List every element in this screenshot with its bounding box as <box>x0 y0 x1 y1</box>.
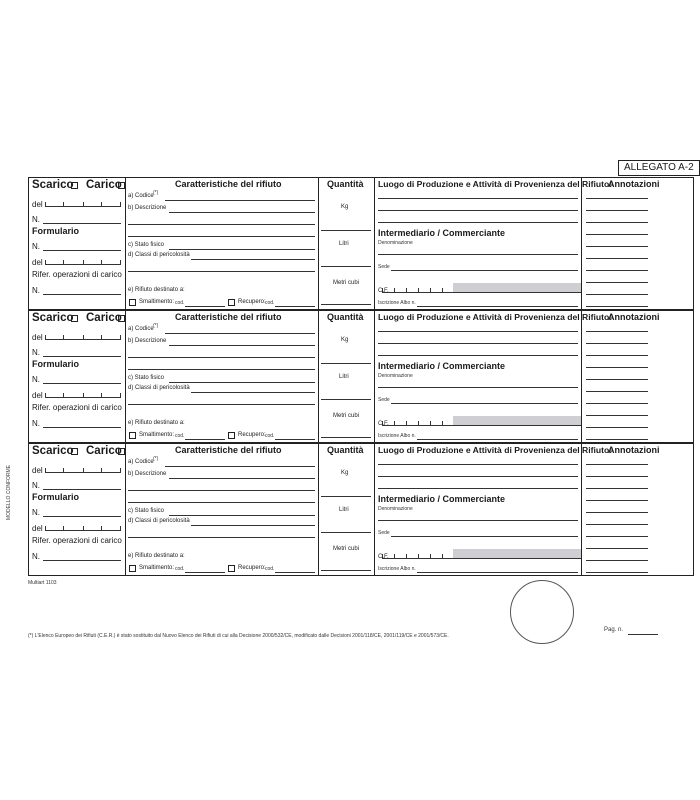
metri-cubi-field[interactable] <box>321 304 371 305</box>
annotazioni-line[interactable] <box>586 560 648 561</box>
side-label: MODELLO CONFORME <box>6 464 12 520</box>
luogo-field-line[interactable] <box>378 343 578 344</box>
date-field[interactable] <box>45 463 121 473</box>
formulario-number-label: N. <box>32 242 40 251</box>
kg-label: Kg <box>341 337 349 343</box>
annotazioni-line[interactable] <box>586 488 648 489</box>
rifer-number-label: N. <box>32 286 40 295</box>
formulario-heading: Formulario <box>32 359 80 369</box>
caratteristiche-heading: Caratteristiche del rifiuto <box>175 179 282 189</box>
codice-label: a) Codice <box>128 326 154 332</box>
luogo-field-line[interactable] <box>378 331 578 332</box>
scarico-label: Scarico <box>32 312 74 324</box>
sede-label: Sede <box>378 397 390 403</box>
carico-label: Carico <box>86 445 122 457</box>
caratteristiche-heading: Caratteristiche del rifiuto <box>175 312 282 322</box>
annotazioni-line[interactable] <box>586 572 648 573</box>
smaltimento-label: Smaltimento: <box>139 432 175 438</box>
classi-field-line[interactable] <box>128 271 315 272</box>
classi-field-line[interactable] <box>128 537 315 538</box>
footnote: (*) L'Elenco Europeo dei Rifiuti (C.E.R.) è stato sostituito dal Nuovo Elenco dei Rifiuti di cui alla Decisione 2000/532/CE, modificato dalle Decisioni 2001/118/CE, 2001/119/CE e 2001/573/CE. <box>28 633 449 639</box>
register-section <box>28 310 694 443</box>
denominazione-field[interactable] <box>378 254 578 255</box>
codice-label: a) Codice <box>128 193 154 199</box>
annotazioni-line[interactable] <box>586 258 648 259</box>
register-form <box>28 177 694 577</box>
formulario-number-label: N. <box>32 508 40 517</box>
scarico-checkbox[interactable] <box>71 315 78 322</box>
annotazioni-line[interactable] <box>586 246 648 247</box>
quantita-heading: Quantità <box>327 179 364 189</box>
register-section <box>28 443 694 576</box>
page-number-label: Pag. n. <box>604 627 624 633</box>
number-label: N. <box>32 215 40 224</box>
scarico-checkbox[interactable] <box>71 182 78 189</box>
annotazioni-line[interactable] <box>586 343 648 344</box>
classi-field[interactable] <box>191 525 315 526</box>
annotazioni-line[interactable] <box>586 379 648 380</box>
number-label: N. <box>32 481 40 490</box>
formulario-date-field[interactable] <box>45 255 121 265</box>
stato-fisico-field[interactable] <box>169 382 315 383</box>
rifer-label: Rifer. operazioni di carico <box>32 403 122 412</box>
metri-cubi-field[interactable] <box>321 437 371 438</box>
luogo-field-line[interactable] <box>378 355 578 356</box>
smaltimento-cod-field[interactable] <box>185 572 225 573</box>
denominazione-label: Denominazione <box>378 506 413 512</box>
annotazioni-line[interactable] <box>586 500 648 501</box>
recupero-label: Recupero: <box>238 565 266 571</box>
codice-field[interactable] <box>165 333 315 334</box>
formulario-heading: Formulario <box>32 226 80 236</box>
date-label: del <box>32 466 43 475</box>
descrizione-label: b) Descrizione <box>128 205 167 211</box>
carico-checkbox[interactable] <box>118 448 125 455</box>
classi-field-line[interactable] <box>128 404 315 405</box>
cf-label: C.F. <box>378 288 389 294</box>
scarico-checkbox[interactable] <box>71 448 78 455</box>
recupero-checkbox[interactable] <box>228 565 235 572</box>
formulario-date-field[interactable] <box>45 388 121 398</box>
rifer-number-label: N. <box>32 552 40 561</box>
sede-field[interactable] <box>391 270 578 271</box>
codice-fiscale-field[interactable] <box>382 549 581 559</box>
kg-label: Kg <box>341 470 349 476</box>
recupero-label: Recupero: <box>238 299 266 305</box>
rifer-label: Rifer. operazioni di carico <box>32 536 122 545</box>
allegato-label: ALLEGATO A-2 <box>618 160 700 176</box>
rifer-number-field[interactable] <box>43 294 121 295</box>
number-field[interactable] <box>43 489 121 490</box>
carico-checkbox[interactable] <box>118 315 125 322</box>
luogo-field-line[interactable] <box>378 464 578 465</box>
formulario-number-label: N. <box>32 375 40 384</box>
stato-fisico-label: c) Stato fisico <box>128 375 165 381</box>
annotazioni-line[interactable] <box>586 548 648 549</box>
recupero-cod-field[interactable] <box>275 572 315 573</box>
annotazioni-line[interactable] <box>586 403 648 404</box>
multiart-code: Multiart 1103 <box>28 580 57 586</box>
formulario-heading: Formulario <box>32 492 80 502</box>
smaltimento-label: Smaltimento: <box>139 565 175 571</box>
iscrizione-albo-field[interactable] <box>417 572 578 573</box>
cf-label: C.F. <box>378 421 389 427</box>
kg-field[interactable] <box>321 230 371 231</box>
descrizione-field-line[interactable] <box>128 236 315 237</box>
annotazioni-line[interactable] <box>586 476 648 477</box>
iscrizione-albo-label: Iscrizione Albo n. <box>378 300 416 306</box>
date-field[interactable] <box>45 330 121 340</box>
codice-field[interactable] <box>165 466 315 467</box>
sede-label: Sede <box>378 264 390 270</box>
annotazioni-line[interactable] <box>586 306 648 307</box>
intermediario-heading: Intermediario / Commerciante <box>378 361 506 371</box>
annotazioni-line[interactable] <box>586 270 648 271</box>
number-field[interactable] <box>43 356 121 357</box>
annotazioni-line[interactable] <box>586 536 648 537</box>
quantita-heading: Quantità <box>327 312 364 322</box>
descrizione-field-line[interactable] <box>128 502 315 503</box>
destinato-label: e) Rifiuto destinato a: <box>128 287 185 293</box>
annotazioni-line[interactable] <box>586 331 648 332</box>
formulario-number-field[interactable] <box>43 250 121 251</box>
codice-footnote-mark: (*) <box>153 456 159 462</box>
luogo-heading: Luogo di Produzione e Attività di Provenienza del Rifiuto: <box>378 445 613 455</box>
luogo-field-line[interactable] <box>378 488 578 489</box>
smaltimento-checkbox[interactable] <box>129 565 136 572</box>
smaltimento-cod-field[interactable] <box>185 439 225 440</box>
formulario-number-field[interactable] <box>43 383 121 384</box>
rifer-number-label: N. <box>32 419 40 428</box>
scarico-label: Scarico <box>32 445 74 457</box>
rifer-number-field[interactable] <box>43 560 121 561</box>
descrizione-field-line[interactable] <box>128 490 315 491</box>
date-field[interactable] <box>45 197 121 207</box>
iscrizione-albo-label: Iscrizione Albo n. <box>378 566 416 572</box>
metri-cubi-field[interactable] <box>321 570 371 571</box>
annotazioni-line[interactable] <box>586 464 648 465</box>
luogo-field-line[interactable] <box>378 210 578 211</box>
sede-label: Sede <box>378 530 390 536</box>
descrizione-field[interactable] <box>169 478 315 479</box>
kg-field[interactable] <box>321 496 371 497</box>
denominazione-label: Denominazione <box>378 240 413 246</box>
litri-field[interactable] <box>321 399 371 400</box>
annotazioni-line[interactable] <box>586 367 648 368</box>
carico-label: Carico <box>86 179 122 191</box>
recupero-checkbox[interactable] <box>228 299 235 306</box>
litri-label: Litri <box>339 241 349 247</box>
luogo-heading: Luogo di Produzione e Attività di Provenienza del Rifiuto: <box>378 179 613 189</box>
number-field[interactable] <box>43 223 121 224</box>
date-label: del <box>32 333 43 342</box>
descrizione-field[interactable] <box>169 345 315 346</box>
descrizione-field-line[interactable] <box>128 357 315 358</box>
classi-label: d) Classi di pericolosità <box>128 518 190 524</box>
intermediario-heading: Intermediario / Commerciante <box>378 228 506 238</box>
intermediario-heading: Intermediario / Commerciante <box>378 494 506 504</box>
iscrizione-albo-field[interactable] <box>417 439 578 440</box>
register-section <box>28 177 694 310</box>
recupero-cod-label: cod. <box>265 300 275 306</box>
formulario-date-field[interactable] <box>45 521 121 531</box>
metri-cubi-label: Metri cubi <box>333 280 360 286</box>
smaltimento-cod-label: cod. <box>175 433 185 439</box>
luogo-heading: Luogo di Produzione e Attività di Provenienza del Rifiuto: <box>378 312 613 322</box>
codice-fiscale-field[interactable] <box>382 416 581 426</box>
recupero-cod-label: cod. <box>265 433 275 439</box>
annotazioni-line[interactable] <box>586 512 648 513</box>
codice-field[interactable] <box>165 200 315 201</box>
classi-field[interactable] <box>191 392 315 393</box>
formulario-date-label: del <box>32 258 43 267</box>
rifer-number-field[interactable] <box>43 427 121 428</box>
annotazioni-line[interactable] <box>586 427 648 428</box>
litri-label: Litri <box>339 374 349 380</box>
descrizione-label: b) Descrizione <box>128 338 167 344</box>
stamp-circle <box>510 580 574 644</box>
classi-label: d) Classi di pericolosità <box>128 385 190 391</box>
caratteristiche-heading: Caratteristiche del rifiuto <box>175 445 282 455</box>
classi-label: d) Classi di pericolosità <box>128 252 190 258</box>
sede-field[interactable] <box>391 536 578 537</box>
metri-cubi-label: Metri cubi <box>333 413 360 419</box>
annotazioni-line[interactable] <box>586 391 648 392</box>
destinato-label: e) Rifiuto destinato a: <box>128 553 185 559</box>
formulario-date-label: del <box>32 524 43 533</box>
luogo-field-line[interactable] <box>378 222 578 223</box>
litri-label: Litri <box>339 507 349 513</box>
kg-field[interactable] <box>321 363 371 364</box>
annotazioni-line[interactable] <box>586 222 648 223</box>
descrizione-field-line[interactable] <box>128 224 315 225</box>
codice-footnote-mark: (*) <box>153 190 159 196</box>
denominazione-field[interactable] <box>378 387 578 388</box>
smaltimento-label: Smaltimento: <box>139 299 175 305</box>
luogo-field-line[interactable] <box>378 198 578 199</box>
annotazioni-heading: Annotazioni <box>608 312 660 322</box>
denominazione-field[interactable] <box>378 520 578 521</box>
smaltimento-cod-label: cod. <box>175 300 185 306</box>
annotazioni-line[interactable] <box>586 210 648 211</box>
annotazioni-line[interactable] <box>586 415 648 416</box>
formulario-number-field[interactable] <box>43 516 121 517</box>
iscrizione-albo-label: Iscrizione Albo n. <box>378 433 416 439</box>
codice-footnote-mark: (*) <box>153 323 159 329</box>
annotazioni-line[interactable] <box>586 355 648 356</box>
recupero-cod-field[interactable] <box>275 439 315 440</box>
rifer-label: Rifer. operazioni di carico <box>32 270 122 279</box>
stato-fisico-label: c) Stato fisico <box>128 508 165 514</box>
codice-label: a) Codice <box>128 459 154 465</box>
annotazioni-line[interactable] <box>586 198 648 199</box>
stato-fisico-field[interactable] <box>169 249 315 250</box>
iscrizione-albo-field[interactable] <box>417 306 578 307</box>
smaltimento-cod-field[interactable] <box>185 306 225 307</box>
annotazioni-line[interactable] <box>586 282 648 283</box>
codice-fiscale-field[interactable] <box>382 283 581 293</box>
carico-checkbox[interactable] <box>118 182 125 189</box>
descrizione-label: b) Descrizione <box>128 471 167 477</box>
annotazioni-heading: Annotazioni <box>608 445 660 455</box>
quantita-heading: Quantità <box>327 445 364 455</box>
recupero-cod-field[interactable] <box>275 306 315 307</box>
cf-label: C.F. <box>378 554 389 560</box>
destinato-label: e) Rifiuto destinato a: <box>128 420 185 426</box>
smaltimento-checkbox[interactable] <box>129 432 136 439</box>
carico-label: Carico <box>86 312 122 324</box>
annotazioni-line[interactable] <box>586 294 648 295</box>
recupero-label: Recupero: <box>238 432 266 438</box>
kg-label: Kg <box>341 204 349 210</box>
metri-cubi-label: Metri cubi <box>333 546 360 552</box>
annotazioni-heading: Annotazioni <box>608 179 660 189</box>
luogo-field-line[interactable] <box>378 476 578 477</box>
annotazioni-line[interactable] <box>586 439 648 440</box>
page-number-line[interactable] <box>628 634 658 635</box>
annotazioni-line[interactable] <box>586 234 648 235</box>
date-label: del <box>32 200 43 209</box>
smaltimento-checkbox[interactable] <box>129 299 136 306</box>
stato-fisico-label: c) Stato fisico <box>128 242 165 248</box>
denominazione-label: Denominazione <box>378 373 413 379</box>
classi-field[interactable] <box>191 259 315 260</box>
litri-field[interactable] <box>321 266 371 267</box>
litri-field[interactable] <box>321 532 371 533</box>
stato-fisico-field[interactable] <box>169 515 315 516</box>
number-label: N. <box>32 348 40 357</box>
sede-field[interactable] <box>391 403 578 404</box>
descrizione-field-line[interactable] <box>128 369 315 370</box>
formulario-date-label: del <box>32 391 43 400</box>
recupero-cod-label: cod. <box>265 566 275 572</box>
scarico-label: Scarico <box>32 179 74 191</box>
smaltimento-cod-label: cod. <box>175 566 185 572</box>
recupero-checkbox[interactable] <box>228 432 235 439</box>
descrizione-field[interactable] <box>169 212 315 213</box>
annotazioni-line[interactable] <box>586 524 648 525</box>
